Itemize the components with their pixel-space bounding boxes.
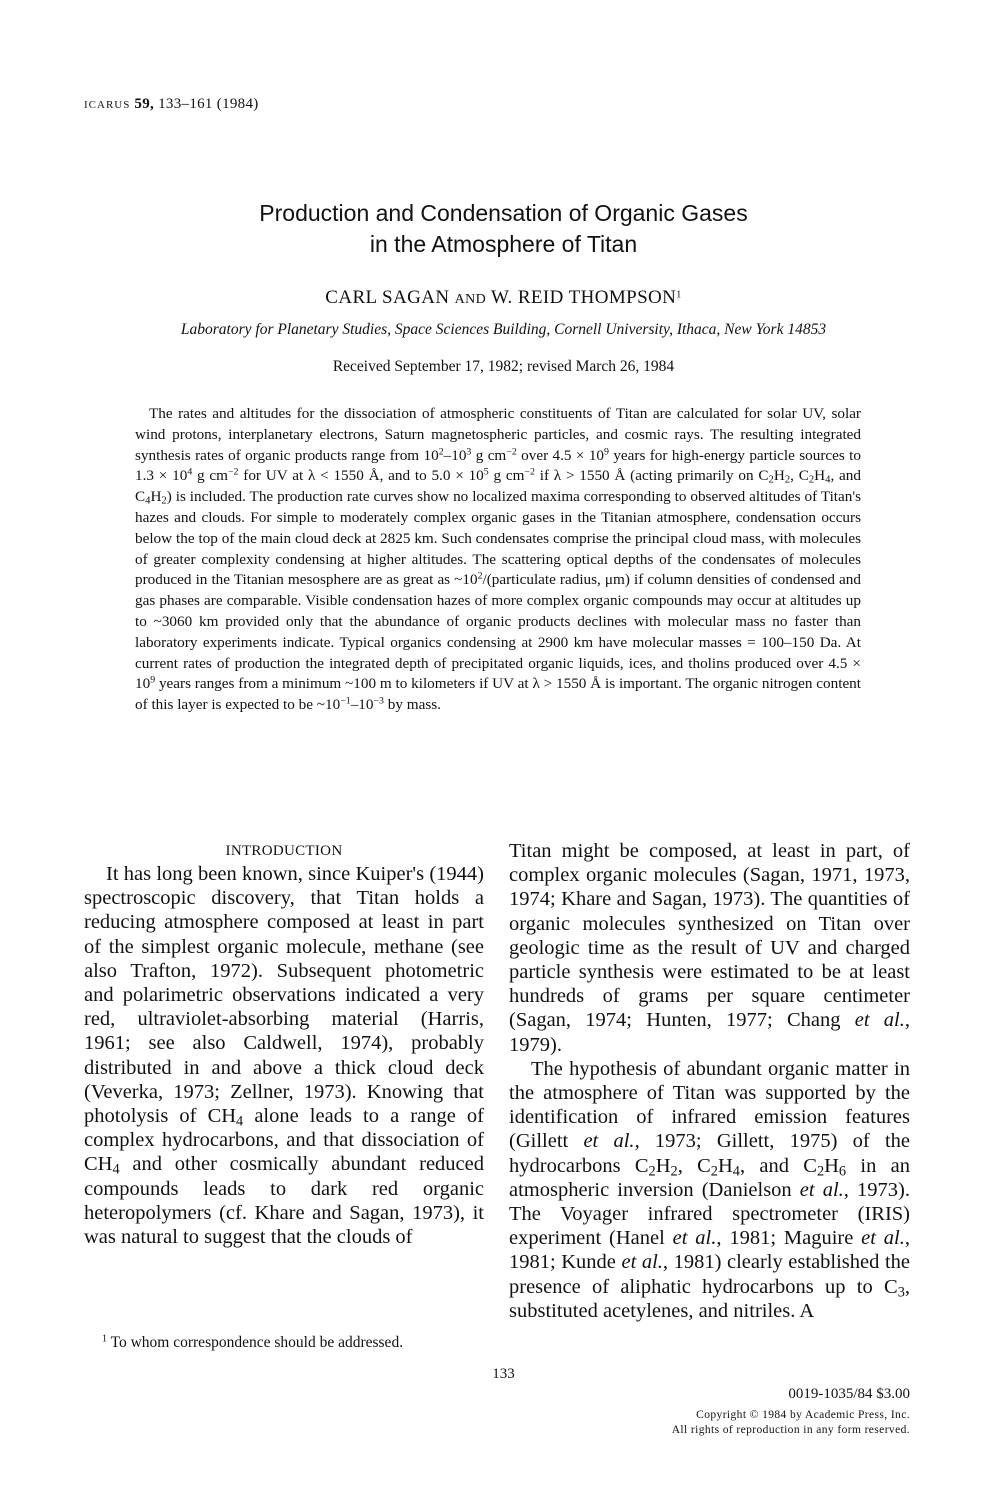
- author-conjunction: AND: [454, 292, 487, 307]
- footnote-mark: 1: [102, 1333, 107, 1345]
- issn-price: 0019-1035/84 $3.00: [788, 1386, 910, 1402]
- title-line-1: Production and Condensation of Organic Gases: [259, 200, 748, 226]
- author-list: [0, 287, 1007, 309]
- section-heading-introduction: INTRODUCTION: [225, 843, 343, 859]
- footnote-text: To whom correspondence should be addressed.: [107, 1334, 404, 1351]
- right-paragraph-2: The hypothesis of abundant organic matter in the atmosphere of Titan was supported by the identification of infrared emission features (Gillett et al., 1973; Gillett, 1975) of the hydrocarbons $C_2H_2$, $C_2H_4$, and $C_2H_6$ in an atmospheric inversion (Danielson et al., 1973). The Voyager infrared spectrometer (IRIS) experiment (Hanel et al., 1981; Maguire et al., 1981; Kunde et al., 1981) clearly established the presence of aliphatic hydrocarbons up to $C_3$, substituted acetylenes, and nitriles. A: [509, 1057, 910, 1322]
- journal-pages-year: 133–161 (1984): [158, 96, 259, 112]
- right-column: [509, 839, 910, 1323]
- right-paragraph-continued: Titan might be composed, at least in part, of complex organic molecules (Sagan, 1971, 1973, 1974; Khare and Sagan, 1973). The quantities of organic molecules synthesized on Titan over geologic time as the result of UV and charged particle synthesis were estimated to be at least hundreds of grams per square centimeter (Sagan, 1974; Hunten, 1977; Chang et al., 1979).: [509, 840, 910, 1056]
- received-dates: Received September 17, 1982; revised March 26, 1984: [332, 358, 675, 375]
- intro-paragraph-1: It has long been known, since Kuiper's (1944) spectroscopic discovery, that Titan holds a reducing atmosphere composed at least in part of the simplest organic molecule, methane (see also Trafton, 1972). Subsequent photometric and polarimetric observations indicated a very red, ultraviolet-absorbing material (Harris, 1961; see also Caldwell, 1974), probably distributed in and above a thick cloud deck (Veverka, 1973; Zellner, 1973). Knowing that photolysis of $CH_4$ alone leads to a range of complex hydrocarbons, and that dissociation of $CH_4$ and other cosmically abundant reduced compounds leads to dark red organic heteropolymers (cf. Khare and Sagan, 1973), it was natural to suggest that the clouds of: [84, 863, 484, 1249]
- copyright-notice: [560, 1408, 910, 1438]
- author-1: CARL SAGAN: [325, 287, 450, 308]
- abstract: The rates and altitudes for the dissociation of atmospheric constituents of Titan are calculated for solar UV, solar wind protons, interplanetary electrons, Saturn magnetospheric particles, and cosmic rays. The resulting integrated synthesis rates of organic products range from $10^2-10^3$ g $cm^{-2}$ over $4.5 \times 10^9$ years for high-energy particle sources to $1.3 \times 10^4$ g $cm^{-2}$ for UV at λ < 1550 Å, and to $5.0 \times 10^5$ g $cm^{-2}$ if λ > 1550 Å (acting primarily on $C_2H_2$, $C_2H_4$, and $C_4H_2$) is included. The production rate curves show no localized maxima corresponding to observed altitudes of Titan's hazes and clouds. For simple to moderately complex organic gases in the Titanian atmosphere, condensation occurs below the top of the main cloud deck at 2825 km. Such condensates comprise the principal cloud mass, with molecules of greater complexity condensing at higher altitudes. The scattering optical depths of the condensates of molecules produced in the Titanian mesosphere are as great as $\sim 10^2/(particulate$ radius, μm) if column densities of condensed and gas phases are comparable. Visible condensation hazes of more complex organic compounds may occur at altitudes up to ~3060 km provided only that the abundance of organic products declines with molecular mass no faster than laboratory experiments indicate. Typical organics condensing at 2900 km have molecular masses = 100–150 Da. At current rates of production the integrated depth of precipitated organic liquids, ices, and tholins produced over $4.5 \times 10^9$ years ranges from a minimum ~100 m to kilometers if UV at λ > 1550 Å is important. The organic nitrogen content of this layer is expected to be $\sim 10^{-1}-10^{-3}$ by mass.: [135, 405, 861, 714]
- left-column: [84, 862, 484, 1249]
- affiliation: Laboratory for Planetary Studies, Space Sciences Building, Cornell University, Ithaca, New York 14853: [180, 321, 827, 338]
- copyright-line-2: All rights of reproduction in any form reserved.: [671, 1424, 910, 1436]
- journal-name: ICARUS: [84, 99, 131, 111]
- paper-title: [0, 198, 1007, 260]
- footnote: [84, 1334, 484, 1352]
- author-2: W. REID THOMPSON: [490, 287, 677, 308]
- author-footnote-mark: 1: [676, 289, 682, 301]
- copyright-line-1: Copyright © 1984 by Academic Press, Inc.: [696, 1409, 910, 1421]
- title-line-2: in the Atmosphere of Titan: [369, 231, 638, 257]
- page-number: 133: [492, 1366, 515, 1382]
- journal-volume: 59,: [134, 96, 155, 112]
- journal-citation: [84, 96, 259, 113]
